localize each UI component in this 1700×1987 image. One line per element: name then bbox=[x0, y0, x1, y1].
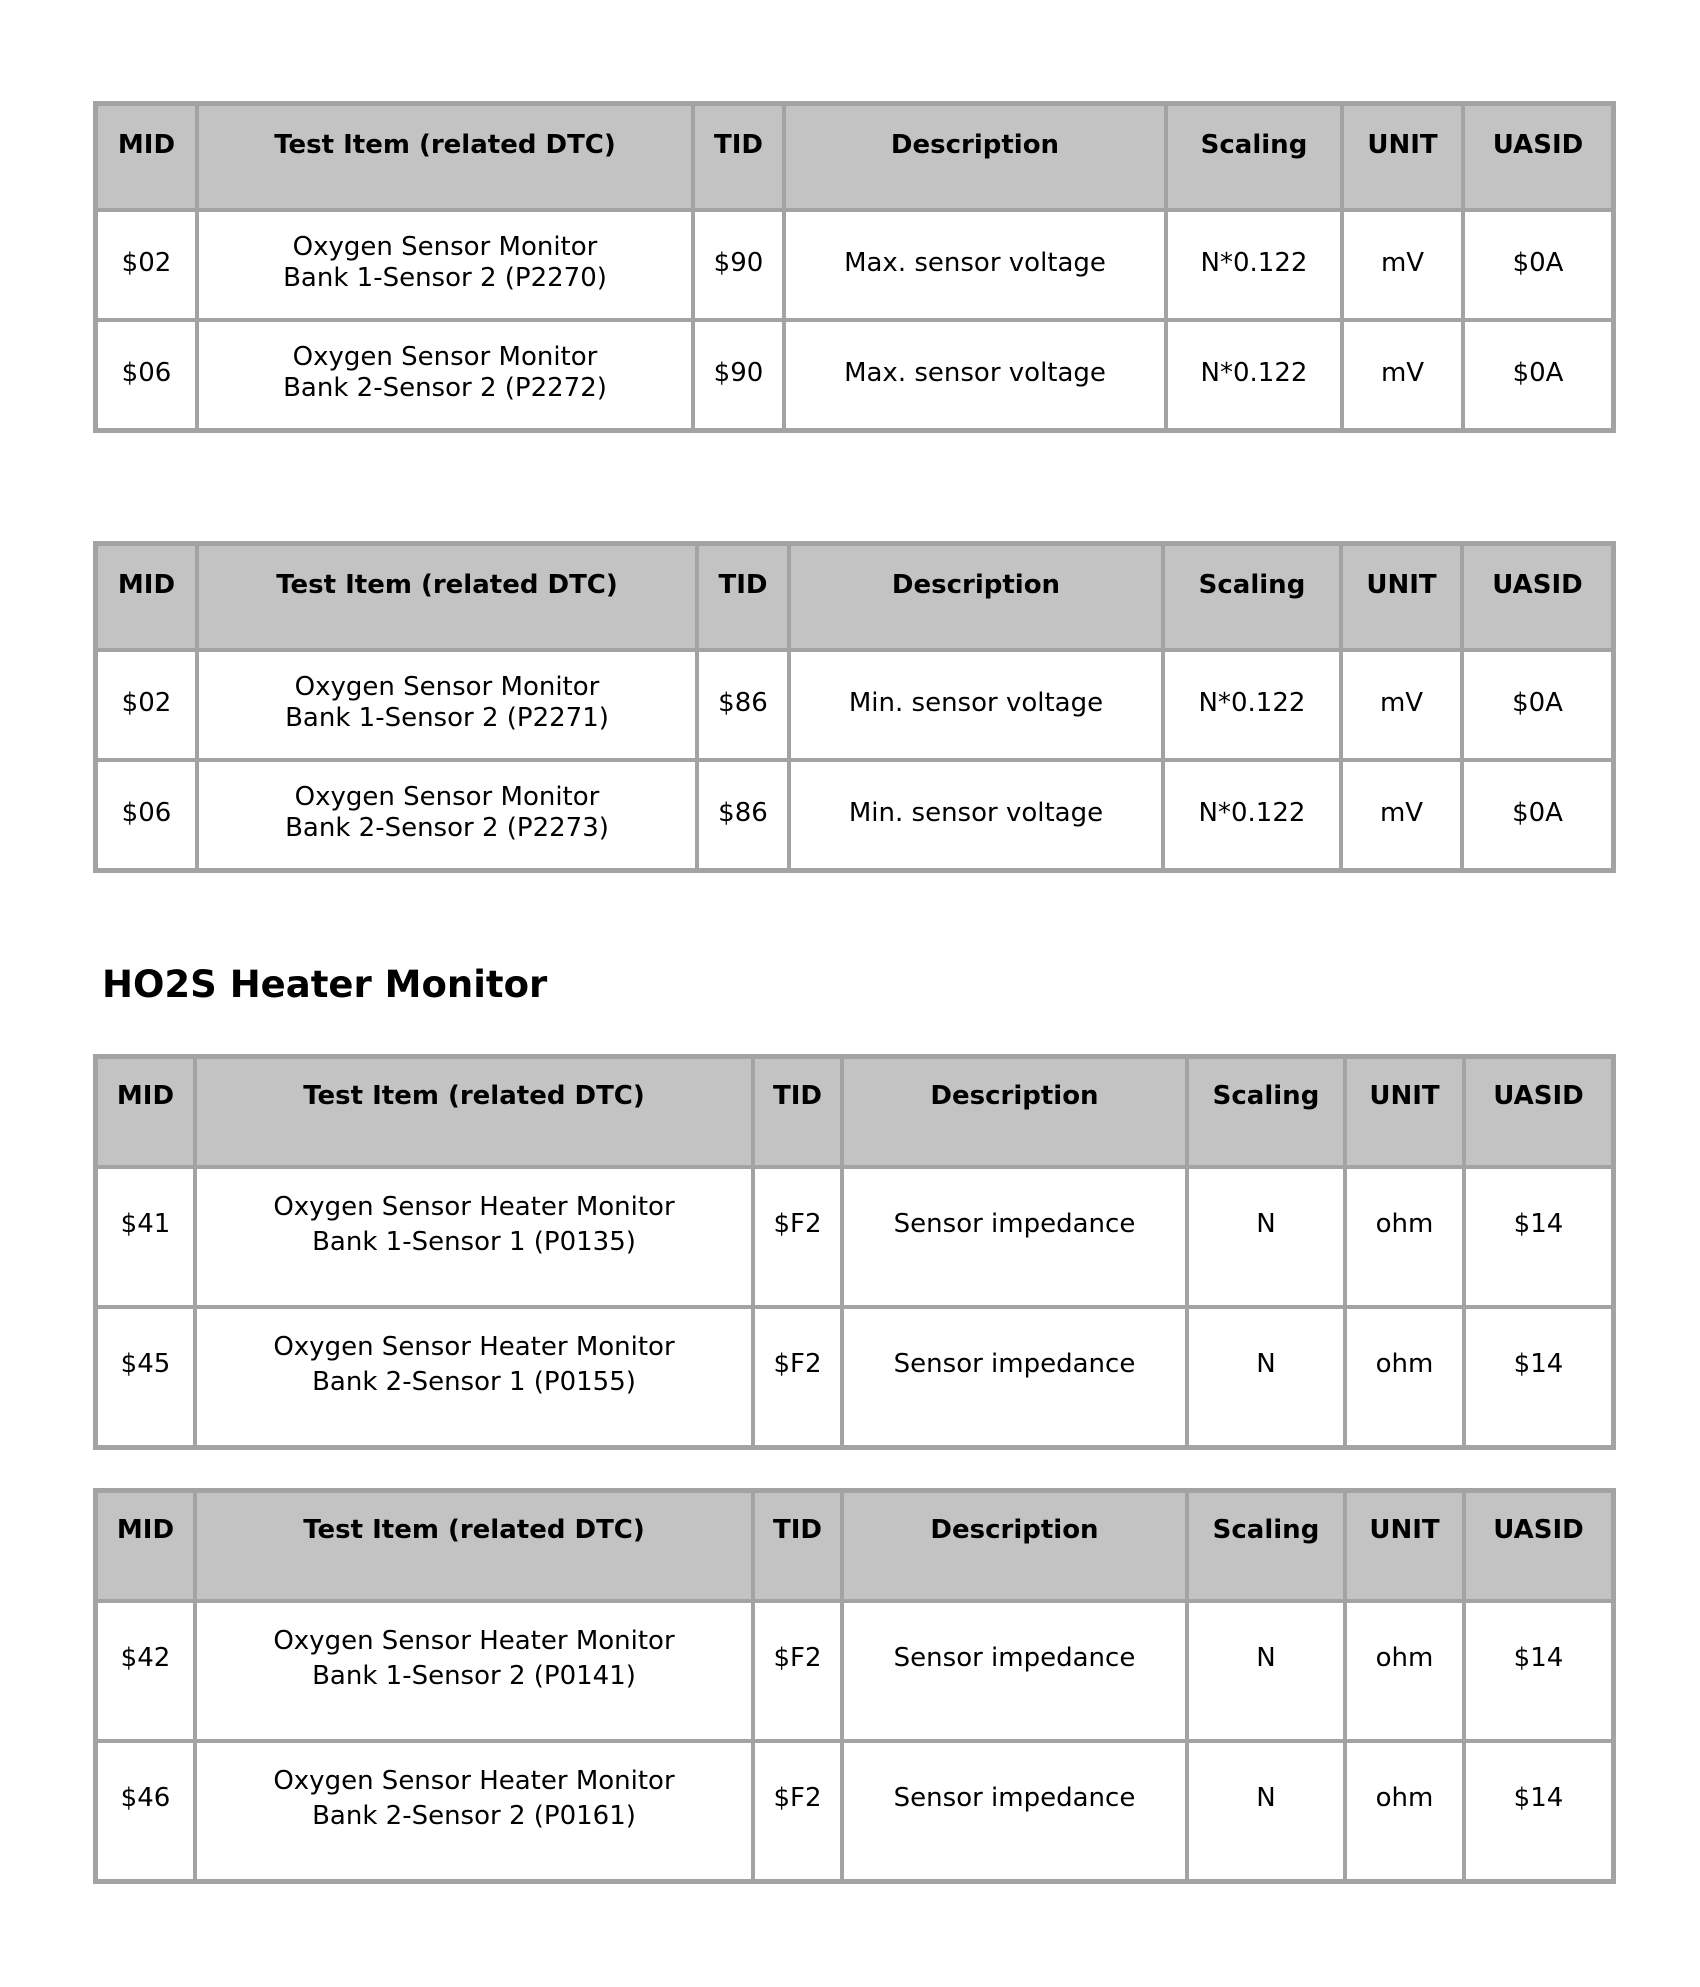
cell-description: Min. sensor voltage bbox=[789, 650, 1163, 760]
header-unit: UNIT bbox=[1345, 1057, 1464, 1167]
test-item-line1: Oxygen Sensor Monitor bbox=[294, 672, 600, 702]
cell-test-item bbox=[197, 650, 697, 760]
cell-scaling: N bbox=[1187, 1741, 1345, 1881]
header-row bbox=[96, 104, 1613, 210]
cell-tid: $86 bbox=[697, 760, 789, 870]
test-item-line2: Bank 1-Sensor 2 (P0141) bbox=[312, 1661, 636, 1691]
header-uasid: UASID bbox=[1464, 1491, 1613, 1601]
test-item-line2: Bank 2-Sensor 2 (P0161) bbox=[312, 1801, 636, 1831]
cell-unit: ohm bbox=[1345, 1601, 1464, 1741]
table-min-sensor-voltage bbox=[93, 541, 1616, 873]
header-tid: TID bbox=[753, 1057, 842, 1167]
test-item-line2: Bank 2-Sensor 2 (P2273) bbox=[285, 813, 609, 843]
header-mid: MID bbox=[96, 1057, 195, 1167]
cell-description: Sensor impedance bbox=[842, 1307, 1187, 1447]
cell-tid: $F2 bbox=[753, 1307, 842, 1447]
test-item-line2: Bank 1-Sensor 2 (P2270) bbox=[283, 263, 607, 293]
cell-test-item bbox=[197, 760, 697, 870]
cell-uasid: $0A bbox=[1462, 760, 1613, 870]
cell-uasid: $14 bbox=[1464, 1307, 1613, 1447]
cell-uasid: $14 bbox=[1464, 1167, 1613, 1307]
cell-description: Min. sensor voltage bbox=[789, 760, 1163, 870]
table-heater-monitor-sensor-2 bbox=[93, 1488, 1616, 1884]
cell-unit: ohm bbox=[1345, 1741, 1464, 1881]
cell-mid: $45 bbox=[96, 1307, 195, 1447]
header-uasid: UASID bbox=[1462, 544, 1613, 650]
cell-mid: $02 bbox=[96, 210, 197, 320]
cell-scaling: N*0.122 bbox=[1163, 650, 1341, 760]
header-test-item: Test Item (related DTC) bbox=[195, 1491, 753, 1601]
cell-unit: ohm bbox=[1345, 1167, 1464, 1307]
table-row bbox=[96, 650, 1613, 760]
cell-scaling: N bbox=[1187, 1167, 1345, 1307]
cell-mid: $41 bbox=[96, 1167, 195, 1307]
table-row bbox=[96, 1307, 1613, 1447]
cell-test-item bbox=[195, 1167, 753, 1307]
cell-scaling: N bbox=[1187, 1307, 1345, 1447]
cell-test-item bbox=[197, 320, 693, 430]
test-item-line1: Oxygen Sensor Heater Monitor bbox=[273, 1626, 675, 1656]
header-mid: MID bbox=[96, 104, 197, 210]
header-mid: MID bbox=[96, 1491, 195, 1601]
table-heater-monitor-sensor-1 bbox=[93, 1054, 1616, 1450]
header-description: Description bbox=[842, 1491, 1187, 1601]
cell-unit: mV bbox=[1341, 650, 1462, 760]
cell-tid: $F2 bbox=[753, 1167, 842, 1307]
cell-description: Sensor impedance bbox=[842, 1167, 1187, 1307]
table-row bbox=[96, 760, 1613, 870]
cell-scaling: N*0.122 bbox=[1166, 320, 1342, 430]
header-tid: TID bbox=[753, 1491, 842, 1601]
table-row bbox=[96, 210, 1613, 320]
cell-mid: $06 bbox=[96, 760, 197, 870]
test-item-line2: Bank 1-Sensor 2 (P2271) bbox=[285, 703, 609, 733]
header-scaling: Scaling bbox=[1187, 1057, 1345, 1167]
cell-description: Max. sensor voltage bbox=[784, 210, 1166, 320]
header-test-item: Test Item (related DTC) bbox=[197, 104, 693, 210]
cell-description: Sensor impedance bbox=[842, 1601, 1187, 1741]
table-row bbox=[96, 320, 1613, 430]
cell-scaling: N*0.122 bbox=[1166, 210, 1342, 320]
header-tid: TID bbox=[693, 104, 784, 210]
test-item-line2: Bank 1-Sensor 1 (P0135) bbox=[312, 1227, 636, 1257]
cell-mid: $42 bbox=[96, 1601, 195, 1741]
header-description: Description bbox=[789, 544, 1163, 650]
test-item-line1: Oxygen Sensor Monitor bbox=[294, 782, 600, 812]
cell-test-item bbox=[197, 210, 693, 320]
header-scaling: Scaling bbox=[1166, 104, 1342, 210]
header-tid: TID bbox=[697, 544, 789, 650]
header-scaling: Scaling bbox=[1187, 1491, 1345, 1601]
header-uasid: UASID bbox=[1463, 104, 1613, 210]
header-scaling: Scaling bbox=[1163, 544, 1341, 650]
cell-mid: $46 bbox=[96, 1741, 195, 1881]
cell-uasid: $0A bbox=[1462, 650, 1613, 760]
header-uasid: UASID bbox=[1464, 1057, 1613, 1167]
cell-scaling: N*0.122 bbox=[1163, 760, 1341, 870]
header-unit: UNIT bbox=[1345, 1491, 1464, 1601]
table-row bbox=[96, 1741, 1613, 1881]
cell-tid: $90 bbox=[693, 320, 784, 430]
cell-tid: $86 bbox=[697, 650, 789, 760]
cell-description: Max. sensor voltage bbox=[784, 320, 1166, 430]
cell-unit: mV bbox=[1342, 210, 1463, 320]
test-item-line1: Oxygen Sensor Monitor bbox=[292, 232, 598, 262]
test-item-line2: Bank 2-Sensor 1 (P0155) bbox=[312, 1367, 636, 1397]
header-description: Description bbox=[842, 1057, 1187, 1167]
cell-unit: ohm bbox=[1345, 1307, 1464, 1447]
header-description: Description bbox=[784, 104, 1166, 210]
cell-unit: mV bbox=[1342, 320, 1463, 430]
cell-tid: $F2 bbox=[753, 1601, 842, 1741]
cell-description: Sensor impedance bbox=[842, 1741, 1187, 1881]
cell-mid: $06 bbox=[96, 320, 197, 430]
cell-uasid: $14 bbox=[1464, 1601, 1613, 1741]
header-row bbox=[96, 1491, 1613, 1601]
cell-test-item bbox=[195, 1741, 753, 1881]
cell-mid: $02 bbox=[96, 650, 197, 760]
table-row bbox=[96, 1601, 1613, 1741]
header-row bbox=[96, 544, 1613, 650]
header-test-item: Test Item (related DTC) bbox=[197, 544, 697, 650]
header-unit: UNIT bbox=[1342, 104, 1463, 210]
header-test-item: Test Item (related DTC) bbox=[195, 1057, 753, 1167]
cell-scaling: N bbox=[1187, 1601, 1345, 1741]
cell-tid: $F2 bbox=[753, 1741, 842, 1881]
test-item-line1: Oxygen Sensor Heater Monitor bbox=[273, 1766, 675, 1796]
table-row bbox=[96, 1167, 1613, 1307]
header-row bbox=[96, 1057, 1613, 1167]
header-mid: MID bbox=[96, 544, 197, 650]
table-max-sensor-voltage bbox=[93, 101, 1616, 433]
test-item-line2: Bank 2-Sensor 2 (P2272) bbox=[283, 373, 607, 403]
cell-uasid: $0A bbox=[1463, 210, 1613, 320]
section-title: HO2S Heater Monitor bbox=[102, 963, 548, 1006]
cell-test-item bbox=[195, 1601, 753, 1741]
cell-test-item bbox=[195, 1307, 753, 1447]
test-item-line1: Oxygen Sensor Monitor bbox=[292, 342, 598, 372]
test-item-line1: Oxygen Sensor Heater Monitor bbox=[273, 1332, 675, 1362]
cell-uasid: $0A bbox=[1463, 320, 1613, 430]
cell-tid: $90 bbox=[693, 210, 784, 320]
test-item-line1: Oxygen Sensor Heater Monitor bbox=[273, 1192, 675, 1222]
cell-unit: mV bbox=[1341, 760, 1462, 870]
cell-uasid: $14 bbox=[1464, 1741, 1613, 1881]
header-unit: UNIT bbox=[1341, 544, 1462, 650]
